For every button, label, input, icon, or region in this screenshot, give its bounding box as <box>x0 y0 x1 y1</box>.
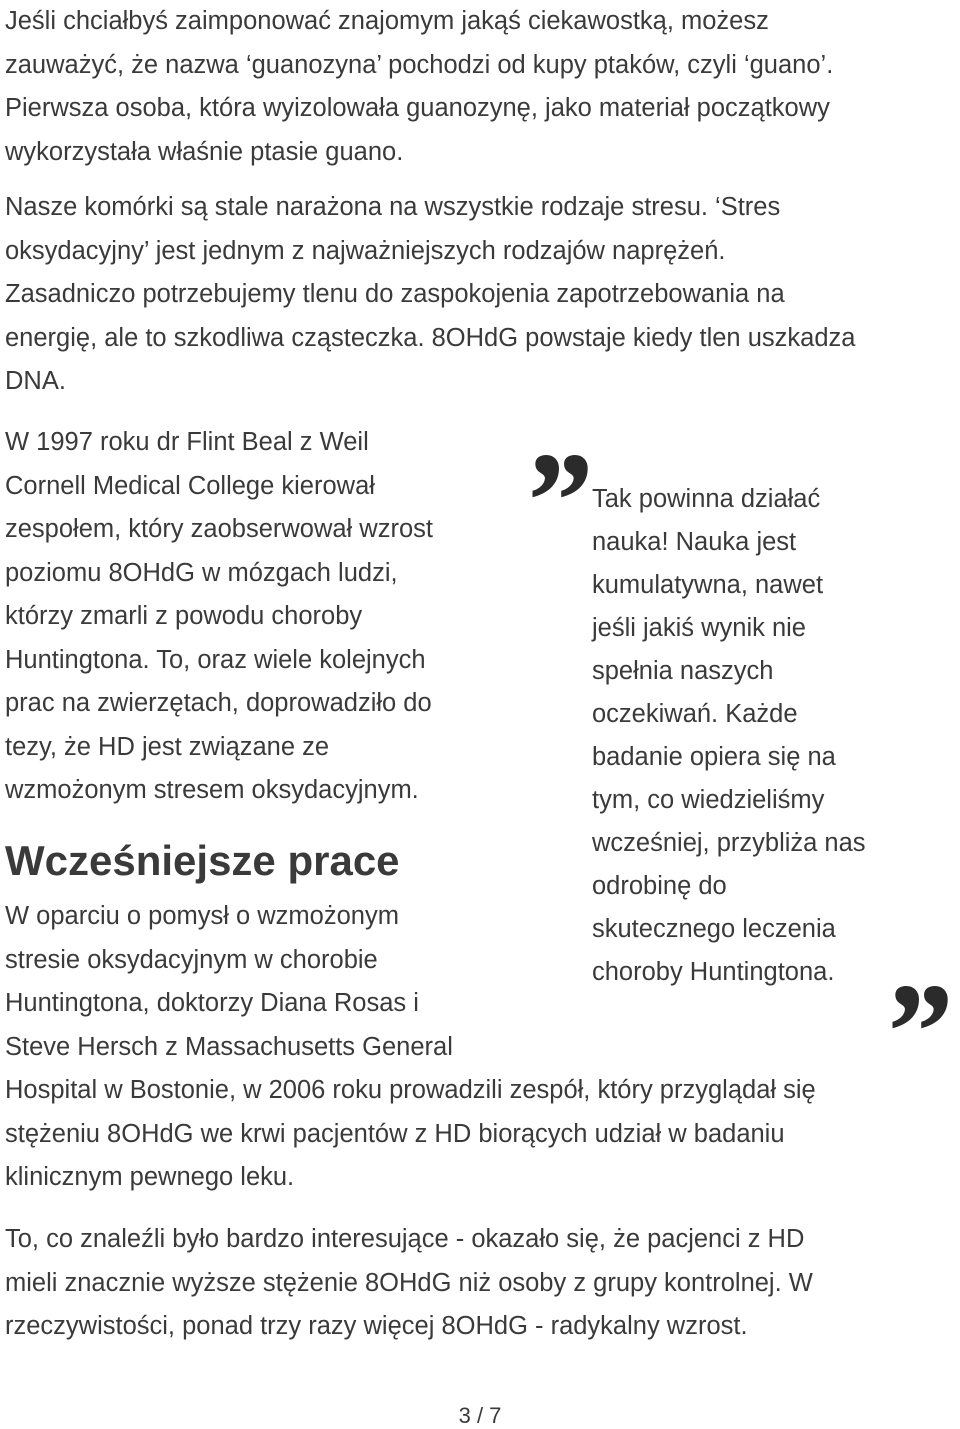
text-line: Jeśli chciałbyś zaimponować znajomym jakąś ciekawostką, możesz <box>5 7 769 35</box>
text-line: stresie oksydacyjnym w chorobie <box>5 945 378 974</box>
text-line: wykorzystała właśnie ptasie guano. <box>5 137 404 166</box>
text-line: mieli znacznie wyższe stężenie 8OHdG niż osoby z grupy kontrolnej. W <box>5 1268 813 1297</box>
text-line: W 1997 roku dr Flint Beal z Weil <box>5 428 369 456</box>
quote-line: nauka! Nauka jest <box>592 528 797 556</box>
quote-line: oczekiwań. Każde <box>592 700 798 728</box>
text-line: Steve Hersch z Massachusetts General <box>5 1032 453 1061</box>
text-line: którzy zmarli z powodu choroby <box>5 602 363 630</box>
text-line: Huntingtona, doktorzy Diana Rosas i <box>5 989 419 1017</box>
quote-close-icon: ” <box>880 955 950 1110</box>
quote-open-icon: ” <box>520 424 590 579</box>
pull-quote <box>592 478 866 994</box>
quote-line: spełnia naszych <box>592 657 774 685</box>
text-line: Nasze komórki są stale narażona na wszystkie rodzaje stresu. ‘Stres <box>5 193 781 221</box>
quote-line: odrobinę do <box>592 872 727 900</box>
text-line: To, co znaleźli było bardzo interesujące - okazało się, że pacjenci z HD <box>5 1225 805 1253</box>
quote-line: skutecznego leczenia <box>592 915 836 943</box>
text-line: Pierwsza osoba, która wyizolowała guanozynę, jako materiał początkowy <box>5 94 830 122</box>
page-number: 3 / 7 <box>458 1403 502 1428</box>
quote-line: kumulatywna, nawet <box>592 571 824 599</box>
text-line: wzmożonym stresem oksydacyjnym. <box>5 776 419 804</box>
text-line: zespołem, który zaobserwował wzrost <box>5 515 433 543</box>
paragraph-guano <box>5 0 833 174</box>
quote-line: Tak powinna działać <box>592 485 821 513</box>
text-line: zauważyć, że nazwa ‘guanozyna’ pochodzi od kupy ptaków, czyli ‘guano’. <box>5 50 834 79</box>
paragraph-oxidative-stress <box>5 186 855 404</box>
paragraph-beal-1997 <box>5 421 433 813</box>
text-line: poziomu 8OHdG w mózgach ludzi, <box>5 558 398 587</box>
text-line: oksydacyjny’ jest jednym z najważniejszych rodzajów naprężeń. <box>5 236 726 265</box>
text-line: klinicznym pewnego leku. <box>5 1163 295 1191</box>
text-line: energię, ale to szkodliwa cząsteczka. 8OHdG powstaje kiedy tlen uszkadza <box>5 323 856 352</box>
text-line: tezy, że HD jest związane ze <box>5 732 330 761</box>
text-line: stężeniu 8OHdG we krwi pacjentów z HD biorących udział w badaniu <box>5 1119 785 1148</box>
section-heading: Wcześniejsze prace <box>5 837 400 884</box>
quote-line: badanie opiera się na <box>592 743 836 771</box>
text-line: W oparciu o pomysł o wzmożonym <box>5 902 399 930</box>
text-line: Hospital w Bostonie, w 2006 roku prowadzili zespół, który przyglądał się <box>5 1076 816 1104</box>
text-line: rzeczywistości, ponad trzy razy więcej 8OHdG - radykalny wzrost. <box>5 1312 748 1340</box>
quote-line: tym, co wiedzieliśmy <box>592 786 825 814</box>
quote-line: jeśli jakiś wynik nie <box>592 614 806 642</box>
text-line: Cornell Medical College kierował <box>5 471 375 500</box>
quote-line: wcześniej, przybliża nas <box>592 829 866 857</box>
quote-line: choroby Huntingtona. <box>592 958 835 986</box>
text-line: DNA. <box>5 367 66 395</box>
text-line: Huntingtona. To, oraz wiele kolejnych <box>5 645 426 674</box>
text-line: prac na zwierzętach, doprowadziło do <box>5 689 432 717</box>
text-line: Zasadniczo potrzebujemy tlenu do zaspokojenia zapotrzebowania na <box>5 280 785 308</box>
paragraph-findings <box>5 1218 813 1349</box>
